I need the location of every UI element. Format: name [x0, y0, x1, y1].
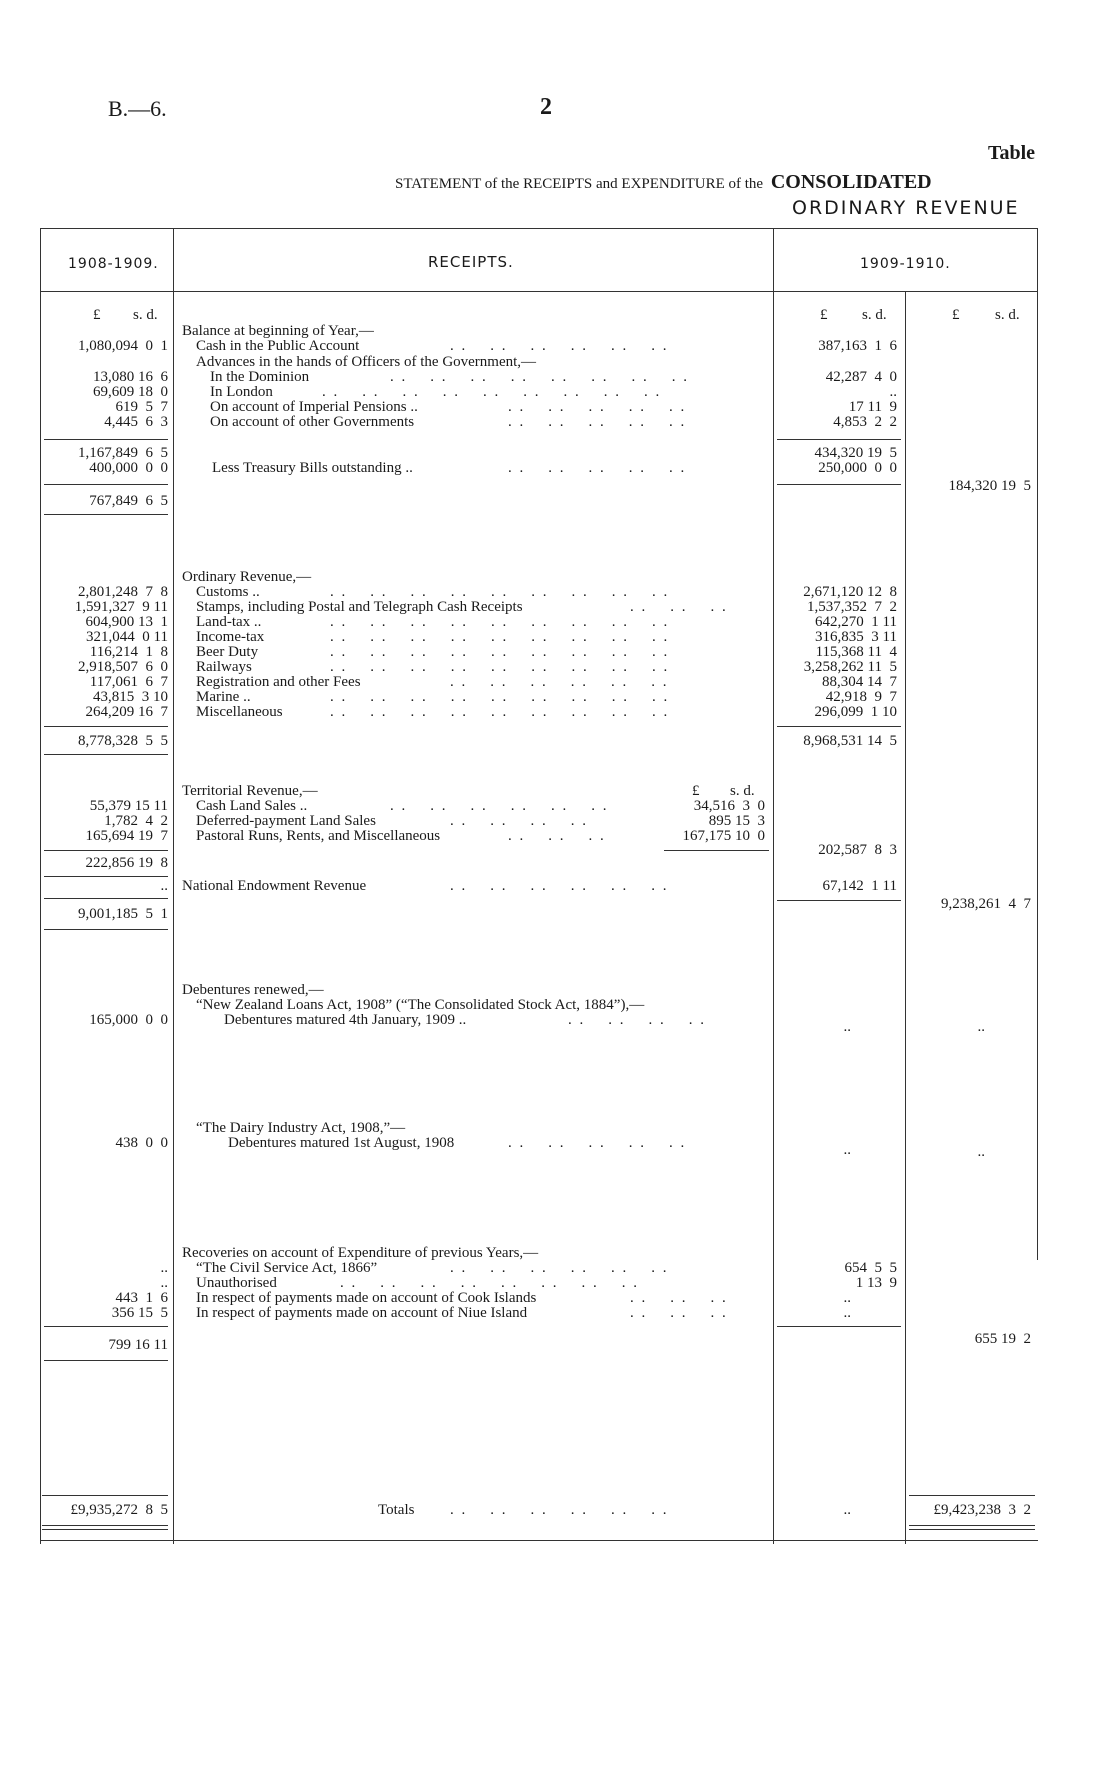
ordinary-total-prev: 8,778,328 5 5 [78, 733, 168, 749]
balance-net-total: 184,320 19 5 [948, 478, 1031, 494]
rule [44, 1360, 168, 1361]
header-prev-year: 1908-1909. [68, 256, 159, 272]
rule [44, 898, 168, 899]
leader-dots: . . . . . . . . . . . . . . . . . . [330, 614, 670, 630]
rule [44, 876, 168, 877]
balance-cur-4: 17 11 9 [848, 399, 897, 415]
territorial-inner-1: 895 15 3 [708, 813, 765, 829]
ordinary-prev-5: 2,918,507 6 0 [78, 659, 168, 675]
leader-dots: . . . . . . . . . . . . . . . . . . [330, 659, 670, 675]
balance-label-3: In London [210, 384, 273, 400]
recoveries-total: 655 19 2 [974, 1331, 1031, 1347]
leader-dots: . . . . . . [508, 828, 606, 844]
recoveries-heading: Recoveries on account of Expenditure of previous Years,— [182, 1245, 539, 1261]
debentures-act1-cur: .. [843, 1019, 851, 1035]
balance-subtotal-prev: 1,167,849 6 5 [78, 445, 168, 461]
leader-dots: . . . . . . [630, 599, 728, 615]
ordinary-cur-7: 42,918 9 7 [825, 689, 897, 705]
frame-right [1037, 228, 1038, 1260]
header-bottom-rule [40, 291, 1038, 292]
ordinary-cur-1: 1,537,352 7 2 [807, 599, 897, 615]
ordinary-cur-3: 316,835 3 11 [815, 629, 897, 645]
rule [777, 484, 901, 485]
balance-prev-5: 4,445 6 3 [104, 414, 168, 430]
col-divider-2 [773, 228, 774, 1544]
leader-dots: . . . . . . . . . . . . [450, 878, 669, 894]
leader-dots: . . . . . . [630, 1290, 728, 1306]
leader-dots: . . . . . . . . . . . . . . . . [340, 1275, 639, 1291]
rule [664, 850, 769, 851]
col-divider-1 [173, 228, 174, 1544]
ordinary-label-5: Railways [196, 659, 252, 675]
leader-dots: . . . . . . . . . . . . [390, 798, 609, 814]
balance-prev-2: 13,080 16 6 [93, 369, 168, 385]
recoveries-total-prev: 799 16 11 [108, 1337, 168, 1353]
territorial-prev-2: 165,694 19 7 [85, 828, 168, 844]
ordinary-label-0: Customs .. [196, 584, 260, 600]
header-cur-year: 1909-1910. [860, 256, 951, 272]
balance-less-cur: 250,000 0 0 [818, 460, 897, 476]
rule [44, 726, 168, 727]
territorial-total-prev: 222,856 19 8 [85, 855, 168, 871]
rule [777, 900, 901, 901]
rule [44, 850, 168, 851]
leader-dots: . . . . . . . . . . . . . . . . . . [330, 689, 670, 705]
debentures-heading: Debentures renewed,— [182, 982, 324, 998]
ordinary-label-7: Marine .. [196, 689, 251, 705]
pound-sign-cur: £ [820, 307, 828, 323]
table-word: Table [988, 142, 1036, 164]
ordinary-label-1: Stamps, including Postal and Telegraph Cash Receipts [196, 599, 523, 615]
ordinary-total-cur: 8,968,531 14 5 [803, 733, 897, 749]
ordinary-prev-7: 43,815 3 10 [93, 689, 168, 705]
balance-cur-0: 387,163 1 6 [818, 338, 897, 354]
rule [44, 439, 168, 440]
leader-dots: . . . . . . . . . . . . [450, 1502, 669, 1518]
ordinary-prev-4: 116,214 1 8 [89, 644, 168, 660]
sd-prev: s. d. [133, 307, 158, 323]
territorial-prev-1: 1,782 4 2 [104, 813, 168, 829]
ordinary-label-8: Miscellaneous [196, 704, 283, 720]
leader-dots: . . . . . . . . . . [508, 399, 687, 415]
ordinary-label-3: Income-tax [196, 629, 265, 645]
rule [777, 726, 901, 727]
leader-dots: . . . . . . . . . . . . [450, 338, 669, 354]
rule [777, 1326, 901, 1327]
territorial-inner-0: 34,516 3 0 [693, 798, 765, 814]
leader-dots: . . . . . . . . . . . . [450, 1260, 669, 1276]
double-rule [42, 1525, 168, 1530]
balance-cur-5: 4,853 2 2 [833, 414, 897, 430]
statement-subtitle: ORDINARY REVENUE [792, 197, 1020, 219]
balance-prev-0: 1,080,094 0 1 [78, 338, 168, 354]
ordinary-prev-2: 604,900 13 1 [85, 614, 168, 630]
ordinary-label-4: Beer Duty [196, 644, 259, 660]
endowment-label: National Endowment Revenue [182, 878, 367, 894]
balance-net-prev: 767,849 6 5 [89, 493, 168, 509]
leader-dots: . . . . . . . . . . . . . . . . . . [330, 584, 670, 600]
pound-sign-total: £ [952, 307, 960, 323]
rule [44, 929, 168, 930]
ordinary-cur-6: 88,304 14 7 [822, 674, 897, 690]
territorial-inner-2: 167,175 10 0 [682, 828, 765, 844]
recoveries-label-1: Unauthorised [196, 1275, 277, 1291]
debentures-act1-prev: 165,000 0 0 [89, 1012, 168, 1028]
leader-dots: . . . . . . . . . . [508, 1135, 687, 1151]
debentures-act1: “New Zealand Loans Act, 1908” (“The Consolidated Stock Act, 1884”),— [196, 997, 645, 1013]
rule [44, 1326, 168, 1327]
table-top-rule [40, 228, 1038, 229]
rule [42, 1495, 168, 1496]
leader-dots: . . . . . . [630, 1305, 728, 1321]
recoveries-label-3: In respect of payments made on account of Niue Island [196, 1305, 528, 1321]
endowment-cur: 67,142 1 11 [822, 878, 897, 894]
leader-dots: . . . . . . . . . . . . . . . . . . [322, 384, 662, 400]
recoveries-prev-0: .. [160, 1260, 168, 1276]
ordinary-label-2: Land-tax .. [196, 614, 262, 630]
endowment-prev: .. [160, 878, 168, 894]
balance-less-prev: 400,000 0 0 [89, 460, 168, 476]
recoveries-prev-2: 443 1 6 [115, 1290, 168, 1306]
balance-cur-3: .. [889, 384, 897, 400]
header-receipts: RECEIPTS. [428, 253, 514, 271]
territorial-total-cur: 202,587 8 3 [818, 842, 897, 858]
debentures-act2-line: Debentures matured 1st August, 1908 [228, 1135, 455, 1151]
rule [44, 754, 168, 755]
ordinary-cur-5: 3,258,262 11 5 [803, 659, 897, 675]
leader-dots: . . . . . . . . . . [508, 414, 687, 430]
debentures-act1-line: Debentures matured 4th January, 1909 .. [224, 1012, 467, 1028]
leader-dots: . . . . . . . . . . . . . . . . . . [330, 704, 670, 720]
rule [777, 439, 901, 440]
ordinary-prev-8: 264,209 16 7 [85, 704, 168, 720]
table-bottom-rule [40, 1540, 1038, 1541]
ordinary-heading: Ordinary Revenue,— [182, 569, 312, 585]
leader-dots: . . . . . . . . . . [508, 460, 687, 476]
double-rule [909, 1525, 1035, 1530]
recoveries-cur-2: .. [843, 1290, 851, 1306]
balance-label-5: On account of other Governments [210, 414, 415, 430]
territorial-label-2: Pastoral Runs, Rents, and Miscellaneous [196, 828, 441, 844]
debentures-act2-cur: .. [843, 1142, 851, 1158]
territorial-heading: Territorial Revenue,— [182, 783, 318, 799]
rule [909, 1495, 1035, 1496]
col-divider-3 [905, 292, 906, 1544]
ordinary-prev-3: 321,044 0 11 [86, 629, 168, 645]
page-number: 2 [540, 94, 552, 120]
leader-dots: . . . . . . . . . . . . . . . . . . [330, 644, 670, 660]
debentures-act1-total: .. [977, 1019, 985, 1035]
ordinary-prev-6: 117,061 6 7 [89, 674, 168, 690]
page-reference: B.—6. [108, 96, 167, 121]
balance-label-0: Cash in the Public Account [196, 338, 360, 354]
statement-bold: CONSOLIDATED [770, 171, 932, 193]
balance-prev-4: 619 5 7 [115, 399, 168, 415]
debentures-act2-total: .. [977, 1144, 985, 1160]
territorial-inner-sd: s. d. [730, 783, 755, 799]
balance-label-1: Advances in the hands of Officers of the Government,— [196, 354, 537, 370]
debentures-act2: “The Dairy Industry Act, 1908,”— [196, 1120, 406, 1136]
recoveries-cur-1: 1 13 9 [855, 1275, 897, 1291]
leader-dots: . . . . . . . . [450, 813, 588, 829]
sd-total: s. d. [995, 307, 1020, 323]
debentures-act2-prev: 438 0 0 [115, 1135, 168, 1151]
territorial-prev-0: 55,379 15 11 [89, 798, 168, 814]
balance-label-2: In the Dominion [210, 369, 310, 385]
totals-prev: £9,935,272 8 5 [70, 1502, 168, 1518]
recoveries-prev-3: 356 15 5 [111, 1305, 168, 1321]
endowment-grand: 9,238,261 4 7 [941, 896, 1031, 912]
leader-dots: . . . . . . . . . . . . . . . . [390, 369, 689, 385]
recoveries-cur-0: 654 5 5 [844, 1260, 897, 1276]
endowment-prev-total: 9,001,185 5 1 [78, 906, 168, 922]
ordinary-label-6: Registration and other Fees [196, 674, 361, 690]
statement-title [395, 171, 932, 194]
recoveries-prev-1: .. [160, 1275, 168, 1291]
ordinary-cur-2: 642,270 1 11 [815, 614, 897, 630]
ordinary-prev-1: 1,591,327 9 11 [74, 599, 168, 615]
territorial-label-0: Cash Land Sales .. [196, 798, 308, 814]
sd-cur: s. d. [862, 307, 887, 323]
leader-dots: . . . . . . . . . . . . . . . . . . [330, 629, 670, 645]
pound-sign-prev: £ [93, 307, 101, 323]
leader-dots: . . . . . . . . . . . . [450, 674, 669, 690]
territorial-inner-pound: £ [692, 783, 700, 799]
rule [44, 514, 168, 515]
totals-grand: £9,423,238 3 2 [933, 1502, 1031, 1518]
balance-heading: Balance at beginning of Year,— [182, 323, 374, 339]
totals-label: Totals [378, 1502, 415, 1518]
ordinary-cur-8: 296,099 1 10 [814, 704, 897, 720]
territorial-label-1: Deferred-payment Land Sales [196, 813, 376, 829]
balance-label-4: On account of Imperial Pensions .. [210, 399, 418, 415]
totals-cur: .. [843, 1502, 851, 1518]
balance-cur-2: 42,287 4 0 [825, 369, 897, 385]
ordinary-cur-4: 115,368 11 4 [815, 644, 897, 660]
balance-prev-3: 69,609 18 0 [93, 384, 168, 400]
balance-less-label: Less Treasury Bills outstanding .. [212, 460, 413, 476]
rule [44, 484, 168, 485]
recoveries-cur-3: .. [843, 1305, 851, 1321]
ordinary-cur-0: 2,671,120 12 8 [803, 584, 897, 600]
ordinary-prev-0: 2,801,248 7 8 [78, 584, 168, 600]
balance-subtotal-cur: 434,320 19 5 [814, 445, 897, 461]
statement-prefix: STATEMENT of the RECEIPTS and EXPENDITURE of the [395, 176, 764, 192]
recoveries-label-0: “The Civil Service Act, 1866” [196, 1260, 378, 1276]
recoveries-label-2: In respect of payments made on account of Cook Islands [196, 1290, 537, 1306]
leader-dots: . . . . . . . . [568, 1012, 706, 1028]
